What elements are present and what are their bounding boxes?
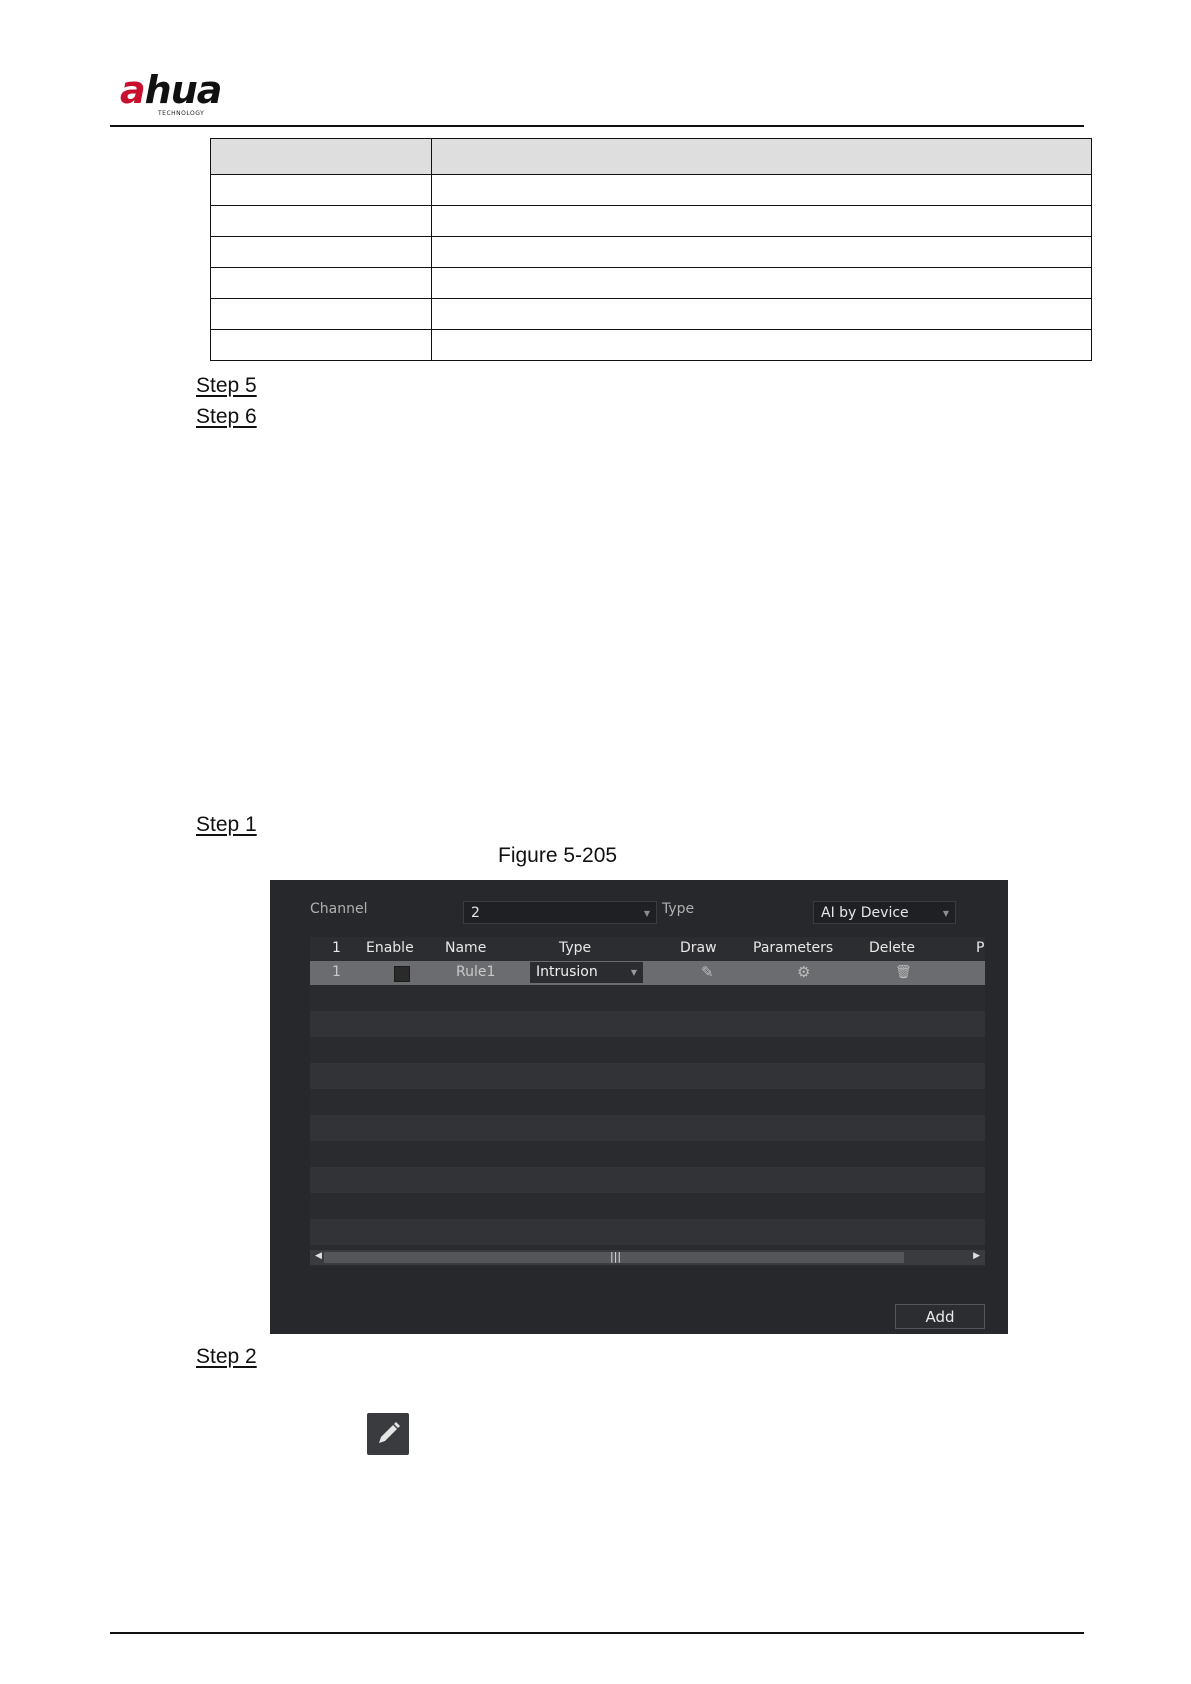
step-2-label: Step 2 xyxy=(196,1345,257,1368)
type-select[interactable] xyxy=(813,901,956,924)
list-item xyxy=(310,1115,985,1141)
table-row xyxy=(211,206,1092,237)
pencil-icon xyxy=(367,1413,409,1455)
chevron-down-icon: ▼ xyxy=(643,909,650,918)
chevron-down-icon: ▼ xyxy=(942,909,949,918)
step-1-label: Step 1 xyxy=(196,813,257,836)
channel-value: 2 xyxy=(471,905,480,921)
table-cell xyxy=(211,175,432,206)
channel-select[interactable] xyxy=(463,901,657,924)
column-parameters: Parameters xyxy=(753,940,834,956)
column-enable: Enable xyxy=(366,940,414,956)
list-item xyxy=(310,1089,985,1115)
figure-caption: Figure 5-205 xyxy=(498,844,618,867)
list-item xyxy=(310,1037,985,1063)
rule-name: Rule1 xyxy=(456,964,496,980)
rule-type-value: Intrusion xyxy=(536,964,598,980)
column-delete: Delete xyxy=(869,940,915,956)
table-row xyxy=(211,268,1092,299)
logo-letter-a: a xyxy=(120,68,145,112)
type-label: Type xyxy=(662,901,695,917)
column-type: Type xyxy=(559,940,592,956)
logo-text: hua xyxy=(144,68,222,112)
dahua-logo xyxy=(120,70,290,120)
table-cell xyxy=(211,139,432,175)
scroll-left-icon[interactable]: ◀ xyxy=(315,1251,322,1261)
table-cell xyxy=(211,330,432,361)
table-cell xyxy=(211,237,432,268)
column-draw: Draw xyxy=(680,940,717,956)
list-item xyxy=(310,1011,985,1037)
table-cell xyxy=(432,330,1092,361)
channel-label: Channel xyxy=(310,901,368,917)
table-cell xyxy=(211,206,432,237)
footer-divider xyxy=(110,1632,1084,1634)
grid-header xyxy=(310,937,985,960)
column-index: 1 xyxy=(332,940,341,956)
list-item xyxy=(310,985,985,1011)
scroll-grip-icon: ||| xyxy=(610,1250,622,1263)
table-cell xyxy=(432,268,1092,299)
step-5-label: Step 5 xyxy=(196,374,257,397)
table-row xyxy=(211,299,1092,330)
horizontal-scrollbar[interactable] xyxy=(310,1250,985,1265)
table-cell xyxy=(432,237,1092,268)
logo-tagline: TECHNOLOGY xyxy=(158,110,205,117)
table-cell xyxy=(432,206,1092,237)
header-divider xyxy=(110,125,1084,127)
table-header-row xyxy=(211,139,1092,175)
scroll-right-icon[interactable]: ▶ xyxy=(973,1251,980,1261)
step-6-label: Step 6 xyxy=(196,405,257,428)
list-item xyxy=(310,1141,985,1167)
table-cell xyxy=(432,299,1092,330)
enable-checkbox[interactable] xyxy=(394,966,410,982)
type-value: AI by Device xyxy=(821,905,909,921)
list-item xyxy=(310,1219,985,1245)
rule-config-panel xyxy=(270,880,1008,1334)
pencil-icon-svg xyxy=(367,1413,409,1455)
table-row xyxy=(211,175,1092,206)
rule-type-select[interactable] xyxy=(530,962,643,983)
parameter-table xyxy=(210,138,1092,361)
trash-icon[interactable]: 🗑 xyxy=(895,965,912,980)
table-row xyxy=(211,330,1092,361)
table-cell xyxy=(432,139,1092,175)
table-row xyxy=(211,237,1092,268)
list-item xyxy=(310,1167,985,1193)
column-clipped: P xyxy=(976,940,985,956)
chevron-down-icon: ▼ xyxy=(630,968,637,977)
pencil-icon[interactable]: ✎ xyxy=(701,963,714,981)
table-row[interactable] xyxy=(310,961,985,985)
rules-grid xyxy=(310,937,985,1267)
table-cell xyxy=(211,299,432,330)
row-index: 1 xyxy=(332,964,341,980)
column-name: Name xyxy=(445,940,487,956)
gear-icon[interactable]: ⚙ xyxy=(797,963,811,981)
table-cell xyxy=(432,175,1092,206)
list-item xyxy=(310,1063,985,1089)
list-item xyxy=(310,1193,985,1219)
table-cell xyxy=(211,268,432,299)
add-button[interactable]: Add xyxy=(895,1304,985,1329)
